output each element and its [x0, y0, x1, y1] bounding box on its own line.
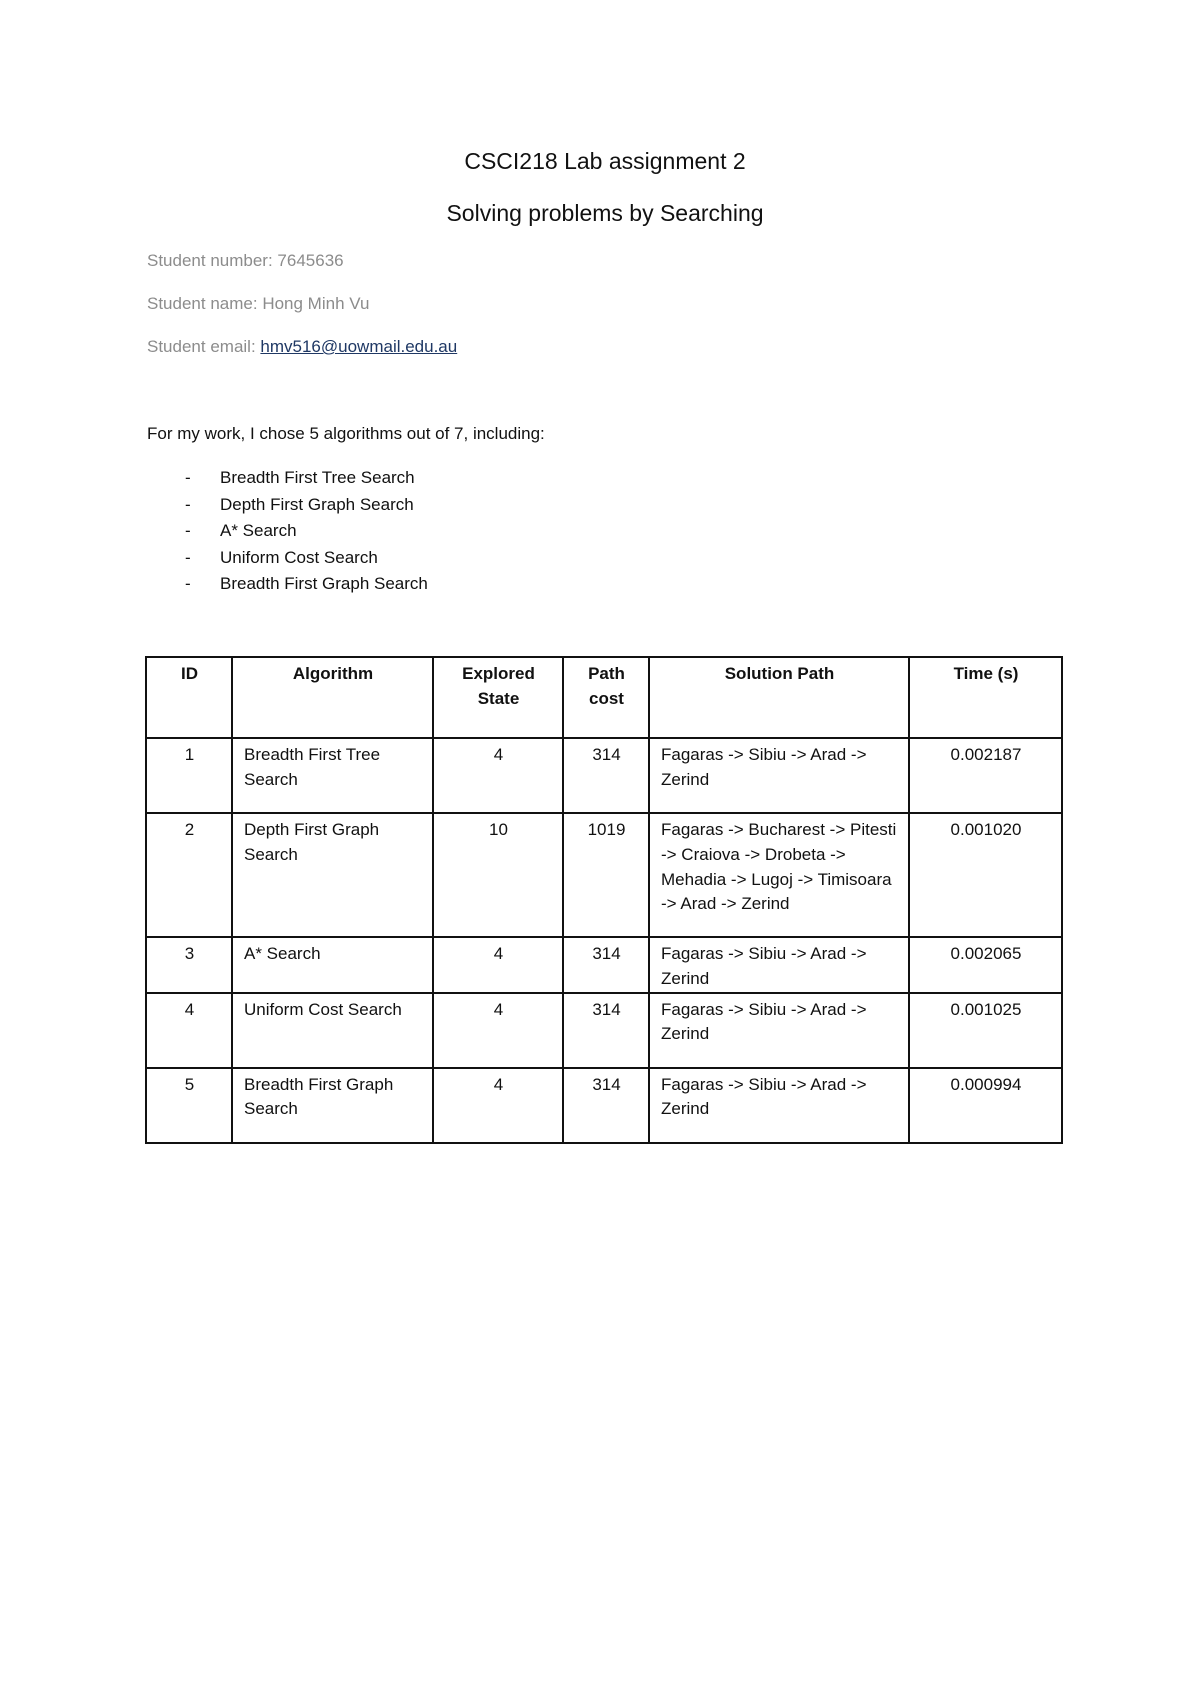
cell-path-cost: 1019: [563, 813, 649, 937]
cell-time: 0.002065: [909, 937, 1062, 993]
student-name-line: [147, 294, 369, 314]
table-row: [146, 937, 1062, 993]
student-email-link[interactable]: hmv516@uowmail.edu.au: [260, 337, 458, 356]
table-row: [146, 993, 1062, 1068]
intro-paragraph: For my work, I chose 5 algorithms out of 7, including:: [147, 424, 545, 443]
cell-path-cost: 314: [563, 937, 649, 993]
cell-algorithm: Breadth First Tree Search: [232, 738, 433, 813]
cell-explored-state: 4: [433, 1068, 563, 1143]
table-row: [146, 738, 1062, 813]
list-item: [147, 518, 428, 545]
cell-id: 1: [146, 738, 232, 813]
list-item-text: Uniform Cost Search: [220, 547, 378, 567]
cell-time: 0.001025: [909, 993, 1062, 1068]
cell-explored-state: 4: [433, 937, 563, 993]
cell-id: 4: [146, 993, 232, 1068]
cell-algorithm: Depth First Graph Search: [232, 813, 433, 937]
table-header-row: [146, 657, 1062, 738]
cell-id: 2: [146, 813, 232, 937]
table-row: [146, 1068, 1062, 1143]
list-bullet: -: [185, 521, 191, 541]
cell-id: 3: [146, 937, 232, 993]
document-title: CSCI218 Lab assignment 2: [464, 148, 746, 174]
cell-solution-path: Fagaras -> Bucharest -> Pitesti -> Craiova -> Drobeta -> Mehadia -> Lugoj -> Timisoara -> Arad -> Zerind: [649, 813, 909, 937]
list-item: [147, 571, 428, 598]
student-number-label: Student number:: [147, 251, 278, 270]
student-name-value: Hong Minh Vu: [262, 294, 370, 313]
student-email-line: [147, 337, 457, 357]
list-item: [147, 492, 428, 519]
list-bullet: -: [185, 468, 191, 487]
list-item: [147, 465, 428, 492]
cell-path-cost: 314: [563, 993, 649, 1068]
cell-path-cost: 314: [563, 738, 649, 813]
student-number-line: [147, 251, 344, 271]
list-item-text: Depth First Graph Search: [220, 494, 414, 514]
list-item-text: Breadth First Graph Search: [220, 574, 428, 594]
header-solution-path: Solution Path: [649, 657, 909, 738]
student-number-value: 7645636: [277, 251, 344, 270]
cell-path-cost: 314: [563, 1068, 649, 1143]
header-algorithm: Algorithm: [232, 657, 433, 738]
cell-time: 0.001020: [909, 813, 1062, 937]
list-bullet: -: [185, 574, 191, 594]
list-bullet: -: [185, 547, 191, 567]
cell-solution-path: Fagaras -> Sibiu -> Arad -> Zerind: [649, 993, 909, 1068]
cell-explored-state: 10: [433, 813, 563, 937]
cell-solution-path: Fagaras -> Sibiu -> Arad -> Zerind: [649, 1068, 909, 1143]
list-bullet: -: [185, 494, 191, 514]
list-item-text: A* Search: [220, 521, 297, 541]
document-subtitle: Solving problems by Searching: [446, 200, 764, 226]
cell-solution-path: Fagaras -> Sibiu -> Arad -> Zerind: [649, 738, 909, 813]
cell-solution-path: Fagaras -> Sibiu -> Arad -> Zerind: [649, 937, 909, 993]
list-item-text: Breadth First Tree Search: [220, 468, 415, 487]
cell-time: 0.002187: [909, 738, 1062, 813]
cell-explored-state: 4: [433, 993, 563, 1068]
header-explored-state: Explored State: [433, 657, 563, 738]
cell-algorithm: Uniform Cost Search: [232, 993, 433, 1068]
results-table: [145, 656, 1063, 1144]
header-time: Time (s): [909, 657, 1062, 738]
cell-time: 0.000994: [909, 1068, 1062, 1143]
header-id: ID: [146, 657, 232, 738]
header-path-cost: Path cost: [563, 657, 649, 738]
cell-algorithm: Breadth First Graph Search: [232, 1068, 433, 1143]
student-name-label: Student name:: [147, 294, 263, 313]
cell-algorithm: A* Search: [232, 937, 433, 993]
list-item: [147, 545, 428, 572]
table-row: [146, 813, 1062, 937]
cell-explored-state: 4: [433, 738, 563, 813]
cell-id: 5: [146, 1068, 232, 1143]
algorithm-list: [147, 465, 428, 598]
student-email-label: Student email:: [147, 337, 261, 356]
